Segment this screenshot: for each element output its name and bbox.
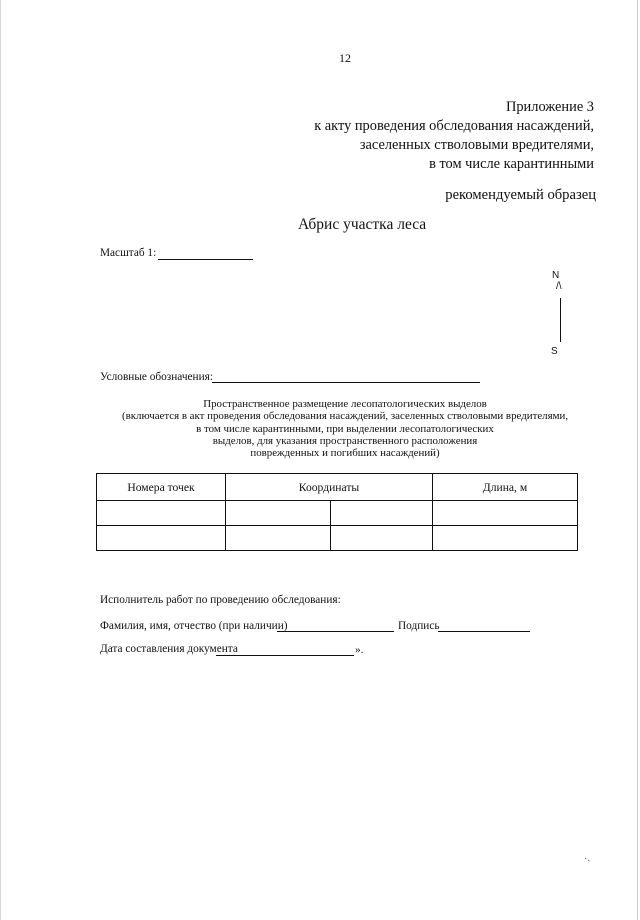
spatial-note-line: в том числе карантинными, при выделении лесопатологических (196, 422, 494, 435)
header-length: Длина, м (433, 474, 578, 501)
executor-label: Исполнитель работ по проведению обследования: (100, 594, 341, 606)
scan-specks: ·. (584, 853, 591, 864)
table-row (97, 501, 578, 526)
spatial-note-line: (включается в акт проведения обследования насаждений, заселенных стволовыми вредителями, (122, 410, 569, 423)
annex-line: в том числе карантинными (429, 156, 594, 172)
spatial-note (122, 398, 568, 459)
table-cell[interactable] (433, 526, 578, 551)
table-cell[interactable] (433, 501, 578, 526)
north-arrow-icon: /\ (556, 281, 562, 292)
header-point-numbers: Номера точек (97, 474, 226, 501)
annex-line: заселенных стволовыми вредителями, (359, 137, 594, 153)
annex-header (314, 98, 594, 174)
compass (546, 268, 576, 360)
page-edge-left (0, 0, 1, 920)
sample-label: рекомендуемый образец (445, 187, 596, 203)
legend-input-line[interactable] (212, 382, 480, 383)
date-suffix: ». (355, 644, 364, 656)
table-cell[interactable] (97, 501, 226, 526)
header-coordinates: Координаты (226, 474, 433, 501)
scale-label: Масштаб 1: (100, 247, 157, 259)
page-edge-right (637, 0, 638, 920)
table-cell[interactable] (226, 501, 331, 526)
page-number: 12 (339, 51, 351, 65)
compass-stem (560, 298, 561, 342)
spatial-note-line: выделов, для указания пространственного расположения (212, 434, 478, 447)
annex-line: к акту проведения обследования насаждений, (314, 118, 594, 134)
table-cell[interactable] (331, 526, 433, 551)
annex-line: Приложение 3 (505, 99, 594, 115)
points-table (96, 473, 578, 551)
table-cell[interactable] (97, 526, 226, 551)
spatial-note-line: поврежденных и погибших насаждений) (250, 447, 440, 460)
document-title: Абрис участка леса (298, 216, 427, 233)
table-header-row (97, 474, 578, 501)
legend-label: Условные обозначения: (100, 371, 213, 383)
spatial-note-line: Пространственное размещение лесопатологических выделов (203, 398, 487, 410)
table-cell[interactable] (331, 501, 433, 526)
date-label: Дата составления документа (100, 643, 238, 655)
scale-input-line[interactable] (158, 259, 253, 260)
compass-north-label: N (552, 270, 560, 281)
fio-label: Фамилия, имя, отчество (при наличии) (100, 620, 288, 632)
signature-label: Подпись (398, 620, 440, 632)
table-cell[interactable] (226, 526, 331, 551)
signature-input-line[interactable] (438, 631, 530, 632)
date-input-line[interactable] (216, 655, 354, 656)
compass-south-label: S (551, 346, 558, 357)
table-row (97, 526, 578, 551)
fio-input-line[interactable] (277, 631, 394, 632)
